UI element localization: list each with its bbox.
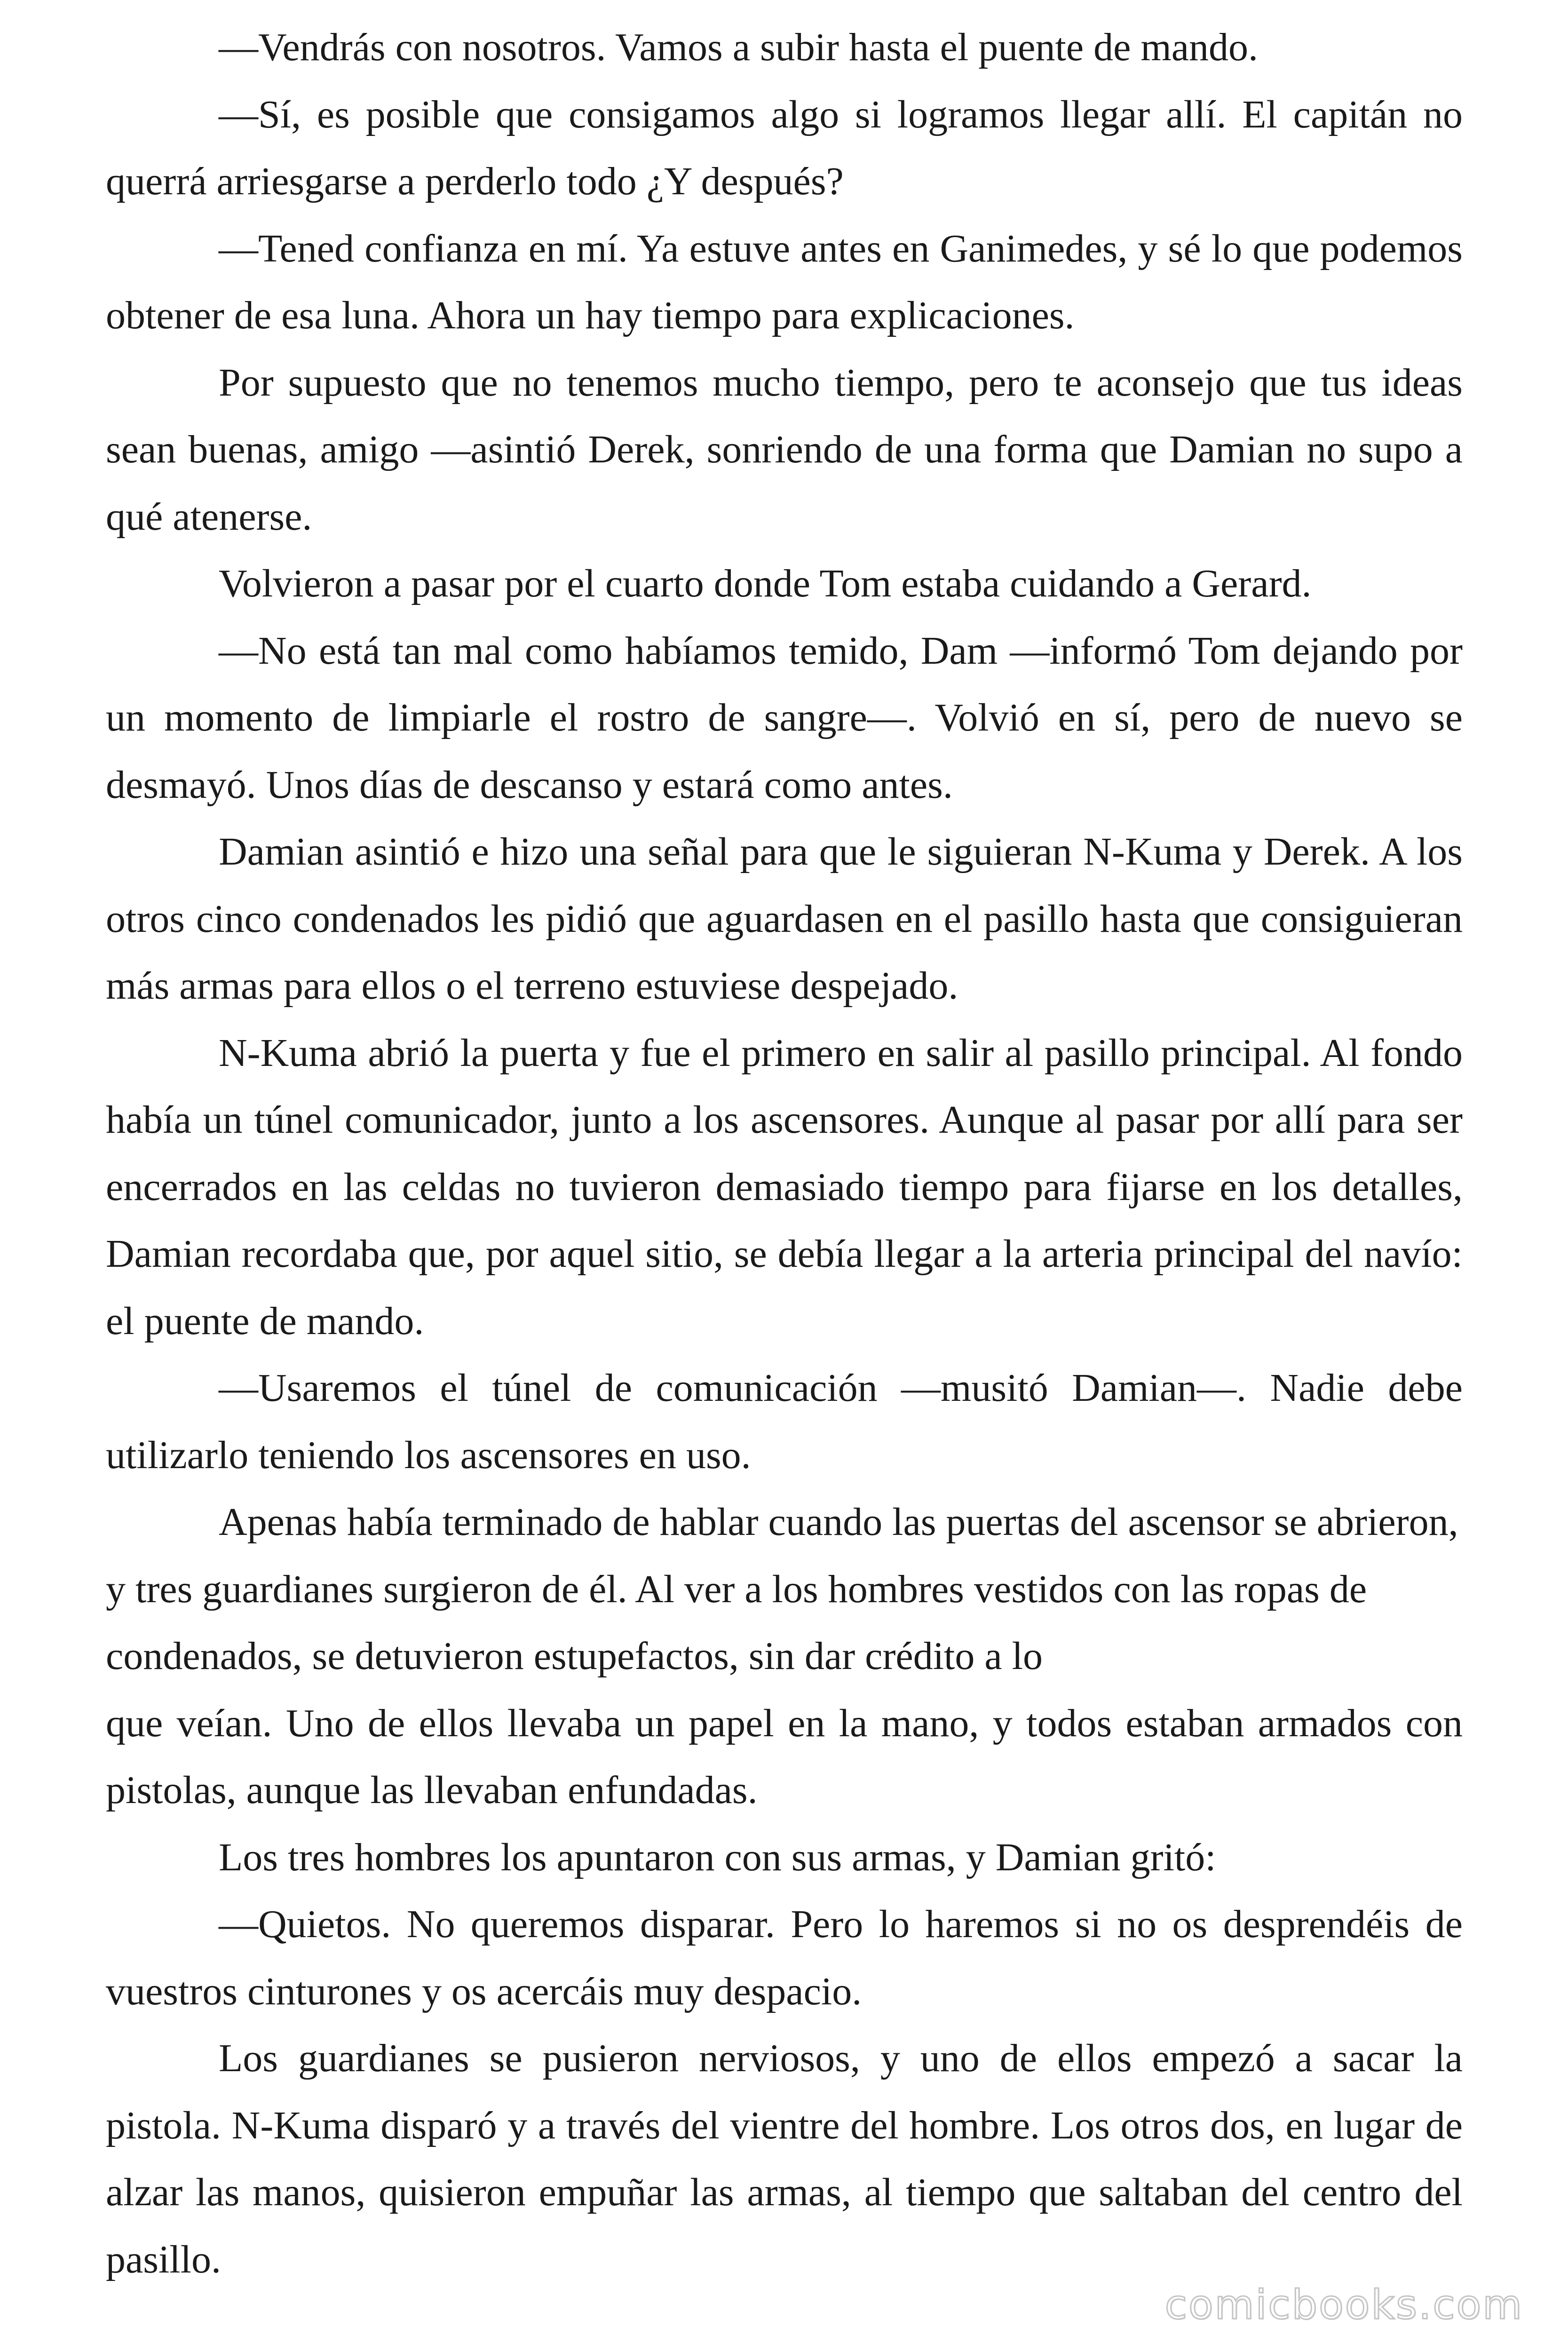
- paragraph: Los tres hombres los apuntaron con sus armas, y Damian gritó:: [219, 1835, 1216, 1879]
- watermark: comicbooks.com: [1164, 2281, 1523, 2328]
- paragraph: Los guardianes se pusieron nerviosos, y uno de ellos empezó a sacar la pistola. N-Kuma disparó y a través del vientre del hombre. Los otros dos, en lugar de alzar las manos, quisieron empuñar las armas, al tiempo que saltaban del centro del pasillo.: [106, 2036, 1463, 2281]
- paragraph: Apenas había terminado de hablar cuando las puertas del ascensor se abrieron, y tres guardianes surgieron de él. Al ver a los hombres vestidos con las ropas de condenados, se detuvieron estupefactos, sin dar crédito a lo: [106, 1500, 1458, 1678]
- paragraph: Volvieron a pasar por el cuarto donde Tom estaba cuidando a Gerard.: [219, 562, 1312, 605]
- body-text: [106, 14, 1463, 2293]
- paragraph: —No está tan mal como habíamos temido, Dam —informó Tom dejando por un momento de limpiarle el rostro de sangre—. Volvió en sí, pero de nuevo se desmayó. Unos días de descanso y estará como antes.: [106, 628, 1463, 807]
- paragraph: —Tened confianza en mí. Ya estuve antes en Ganimedes, y sé lo que podemos obtener de esa luna. Ahora un hay tiempo para explicaciones.: [106, 226, 1463, 337]
- paragraph: —Sí, es posible que consigamos algo si logramos llegar allí. El capitán no querrá arriesgarse a perderlo todo ¿Y después?: [106, 92, 1463, 203]
- paragraph: Damian asintió e hizo una señal para que le siguieran N-Kuma y Derek. A los otros cinco condenados les pidió que aguardasen en el pasillo hasta que consiguieran más armas para ellos o el terreno estuviese despejado.: [106, 830, 1463, 1008]
- paragraph: —Usaremos el túnel de comunicación —musitó Damian—. Nadie debe utilizarlo teniendo los ascensores en uso.: [106, 1366, 1463, 1477]
- paragraph-continuation: que veían. Uno de ellos llevaba un papel en la mano, y todos estaban armados con pistolas, aunque las llevaban enfundadas.: [106, 1701, 1463, 1812]
- paragraph: N-Kuma abrió la puerta y fue el primero en salir al pasillo principal. Al fondo había un túnel comunicador, junto a los ascensores. Aunque al pasar por allí para ser encerrados en las celdas no tuvieron demasiado tiempo para fijarse en los detalles, Damian recordaba que, por aquel sitio, se debía llegar a la arteria principal del navío: el puente de mando.: [106, 1031, 1463, 1343]
- paragraph: Por supuesto que no tenemos mucho tiempo, pero te aconsejo que tus ideas sean buenas, amigo —asintió Derek, sonriendo de una forma que Damian no supo a qué atenerse.: [106, 360, 1463, 539]
- paragraph: —Vendrás con nosotros. Vamos a subir hasta el puente de mando.: [219, 25, 1259, 69]
- paragraph: —Quietos. No queremos disparar. Pero lo haremos si no os desprendéis de vuestros cinturones y os acercáis muy despacio.: [106, 1902, 1463, 2013]
